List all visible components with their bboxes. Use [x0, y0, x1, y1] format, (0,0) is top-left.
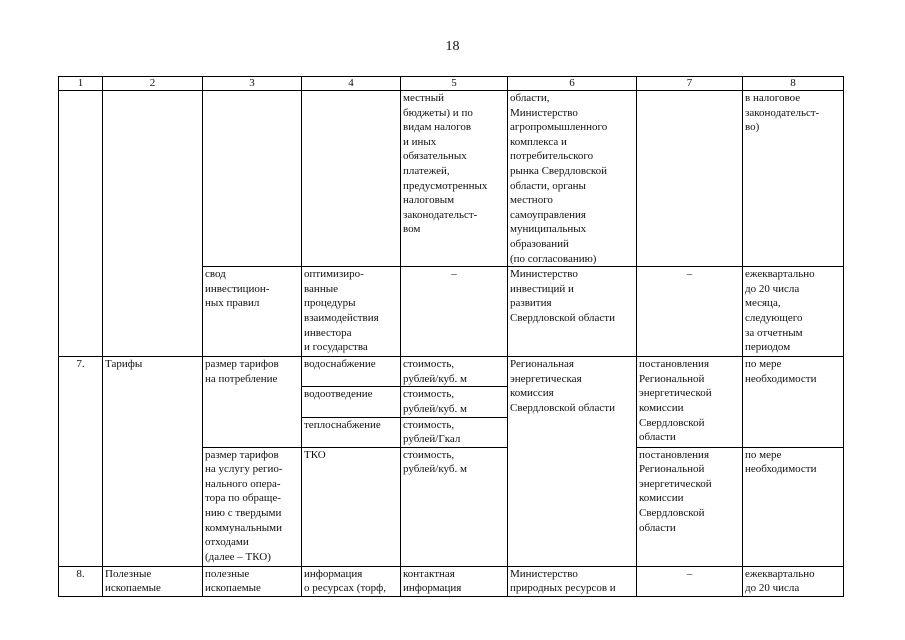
section-name-cell: Тарифы	[103, 357, 203, 567]
table-cell: оптимизиро- ванные процедуры взаимодействия инвестора и государства	[302, 267, 401, 357]
table-cell: стоимость, рублей/Гкал	[401, 417, 508, 447]
column-header: 1	[59, 77, 103, 91]
table-cell: ТКО	[302, 447, 401, 566]
table-cell: водоснабжение	[302, 357, 401, 387]
table-cell: ежеквартально до 20 числа	[743, 566, 844, 596]
table-cell: области, Министерство агропромышленного комплекса и потребительского рынка Свердловской области, органы местного самоуправления муниципальных образований (по согласованию)	[508, 91, 637, 267]
table-row	[59, 357, 844, 387]
table-cell: размер тарифов на услугу регио- нального опера- тора по обраще- нию с твердыми коммунальными отходами (далее – ТКО)	[203, 447, 302, 566]
table-cell: контактная информация	[401, 566, 508, 596]
table-cell: ежеквартально до 20 числа месяца, следующего за отчетным периодом	[743, 267, 844, 357]
row-number-cell: 8.	[59, 566, 103, 596]
table-cell: местный бюджеты) и по видам налогов и иных обязательных платежей, предусмотренных налоговым законодательст- вом	[401, 91, 508, 267]
plan-table	[58, 76, 844, 597]
column-header: 7	[637, 77, 743, 91]
table-cell: по мере необходимости	[743, 447, 844, 566]
table-cell: Министерство природных ресурсов и	[508, 566, 637, 596]
table-cell: размер тарифов на потребление	[203, 357, 302, 448]
table-cell: –	[401, 267, 508, 357]
section-name-cell: Полезные ископаемые	[103, 566, 203, 596]
table-cell: стоимость, рублей/куб. м	[401, 357, 508, 387]
table-cell: стоимость, рублей/куб. м	[401, 447, 508, 566]
column-header: 4	[302, 77, 401, 91]
column-header: 8	[743, 77, 844, 91]
section-name-cell	[103, 91, 203, 357]
column-header: 6	[508, 77, 637, 91]
table-row	[59, 91, 844, 267]
table-cell: водоотведение	[302, 387, 401, 417]
table-cell: информация о ресурсах (торф,	[302, 566, 401, 596]
table-row	[59, 566, 844, 596]
table-cell	[302, 91, 401, 267]
column-header: 2	[103, 77, 203, 91]
row-number-cell	[59, 91, 103, 357]
table-cell: –	[637, 267, 743, 357]
table-cell: теплоснабжение	[302, 417, 401, 447]
row-number-cell: 7.	[59, 357, 103, 567]
table-cell: постановления Региональной энергетической комиссии Свердловской области	[637, 357, 743, 448]
table-cell: стоимость, рублей/куб. м	[401, 387, 508, 417]
table-cell	[637, 91, 743, 267]
column-header: 3	[203, 77, 302, 91]
table-cell: свод инвестицион- ных правил	[203, 267, 302, 357]
column-header: 5	[401, 77, 508, 91]
page-number: 18	[445, 39, 460, 54]
table-cell: по мере необходимости	[743, 357, 844, 448]
column-number-row	[59, 77, 844, 91]
table-cell: постановления Региональной энергетической комиссии Свердловской области	[637, 447, 743, 566]
table-cell: –	[637, 566, 743, 596]
table-cell	[203, 91, 302, 267]
table-cell: Министерство инвестиций и развития Свердловской области	[508, 267, 637, 357]
table-cell: Региональная энергетическая комиссия Свердловской области	[508, 357, 637, 567]
table-cell: полезные ископаемые	[203, 566, 302, 596]
table-cell: в налоговое законодательст- во)	[743, 91, 844, 267]
